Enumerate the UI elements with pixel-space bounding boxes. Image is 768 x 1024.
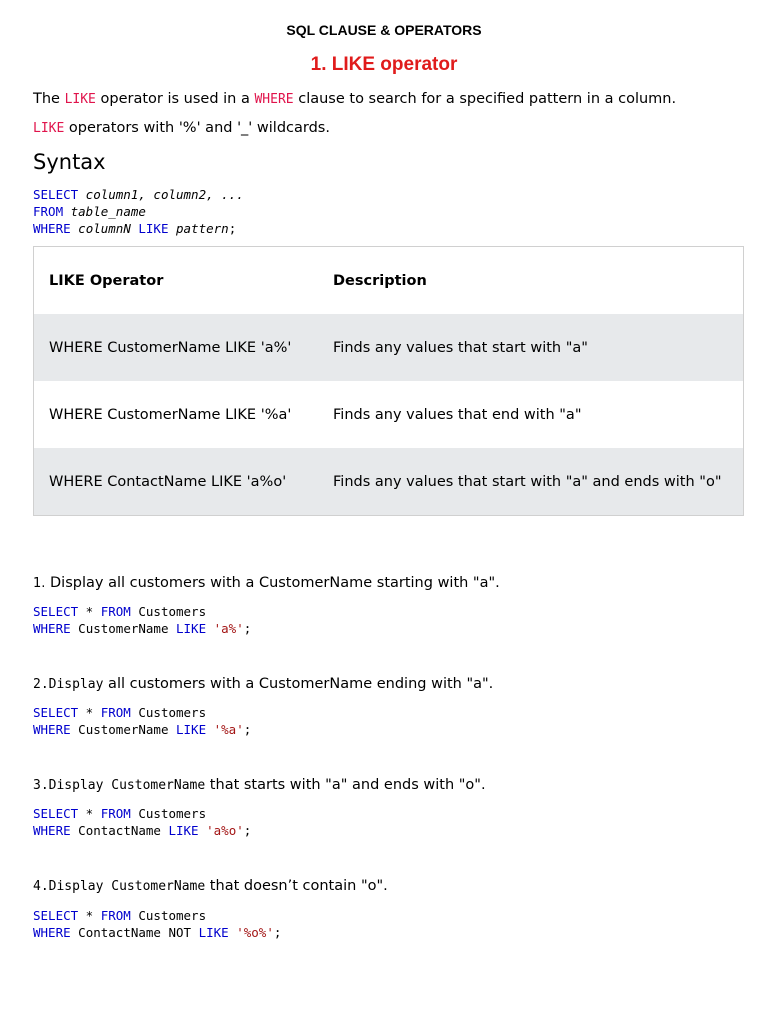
code-keyword: FROM xyxy=(100,806,131,821)
table-cell: WHERE CustomerName LIKE '%a' xyxy=(49,406,292,423)
question-1 xyxy=(33,575,500,591)
code-text: column1, column2, ... xyxy=(78,187,244,202)
intro-text-1: The xyxy=(33,91,65,107)
code-keyword: LIKE xyxy=(168,823,199,838)
table-cell: Finds any values that start with "a" xyxy=(333,339,588,356)
question-4-code xyxy=(33,907,281,941)
code-text: ContactName xyxy=(70,823,169,838)
code-keyword: WHERE xyxy=(33,722,71,737)
code-text: ; xyxy=(273,925,282,940)
syntax-heading: Syntax xyxy=(33,150,106,174)
question-1-code xyxy=(33,603,251,637)
code-text: columnN xyxy=(70,221,139,236)
intro-text-2: operator is used in a xyxy=(95,91,255,107)
code-text: ContactName xyxy=(70,925,169,940)
code-keyword: SELECT xyxy=(33,806,79,821)
code-text: table_name xyxy=(63,204,146,219)
code-keyword: FROM xyxy=(100,908,131,923)
code-keyword: LIKE xyxy=(176,621,207,636)
table-cell: WHERE CustomerName LIKE 'a%' xyxy=(49,339,292,356)
intro-paragraph xyxy=(33,91,676,107)
code-text: * xyxy=(78,908,101,923)
code-keyword: WHERE xyxy=(33,823,71,838)
keyword-where: WHERE xyxy=(254,92,294,107)
code-text: pattern xyxy=(168,221,229,236)
code-text: Customers xyxy=(130,806,207,821)
question-prefix: Display CustomerName xyxy=(48,879,206,894)
table-row xyxy=(34,381,744,448)
code-text: NOT xyxy=(168,925,199,940)
code-text: ; xyxy=(243,621,252,636)
code-keyword: WHERE xyxy=(33,925,71,940)
section-heading: 1. LIKE operator xyxy=(310,54,458,75)
question-number: 4. xyxy=(33,879,49,894)
question-prefix: Display xyxy=(45,575,104,591)
question-prefix: Display CustomerName xyxy=(48,778,206,793)
question-text: that doesn’t contain "o". xyxy=(205,878,388,894)
code-keyword: LIKE xyxy=(198,925,229,940)
table-row xyxy=(34,314,744,381)
question-text: all customers with a CustomerName starting with "a". xyxy=(103,575,500,591)
question-number: 1. xyxy=(33,576,46,591)
code-text: Customers xyxy=(130,705,207,720)
question-number: 3. xyxy=(33,778,49,793)
table-cell: Finds any values that start with "a" and ends with "o" xyxy=(333,473,722,490)
question-number: 2. xyxy=(33,677,49,692)
table-row xyxy=(34,448,744,516)
table-header-cell: LIKE Operator xyxy=(49,272,164,289)
code-text: ; xyxy=(228,221,237,236)
code-text: ; xyxy=(243,823,252,838)
code-keyword: SELECT xyxy=(33,705,79,720)
code-keyword: SELECT xyxy=(33,187,79,202)
code-text: Customers xyxy=(130,908,207,923)
table-header-row xyxy=(34,247,744,315)
keyword-like: LIKE xyxy=(64,92,96,107)
code-keyword: WHERE xyxy=(33,221,71,236)
like-operator-table xyxy=(33,246,744,516)
code-keyword: FROM xyxy=(33,204,64,219)
question-text: that starts with "a" and ends with "o". xyxy=(205,777,486,793)
question-text: all customers with a CustomerName ending with "a". xyxy=(103,676,494,692)
code-keyword: SELECT xyxy=(33,604,79,619)
code-text: * xyxy=(78,705,101,720)
code-keyword: FROM xyxy=(100,705,131,720)
code-keyword: LIKE xyxy=(176,722,207,737)
table-cell: WHERE ContactName LIKE 'a%o' xyxy=(49,473,287,490)
syntax-code-block xyxy=(33,186,244,237)
code-text: * xyxy=(78,806,101,821)
question-2 xyxy=(33,676,493,692)
intro-text-3: clause to search for a specified pattern in a column. xyxy=(293,91,677,107)
code-string: 'a%o' xyxy=(198,823,244,838)
code-string: '%a' xyxy=(206,722,244,737)
wildcards-text: operators with '%' and '_' wildcards. xyxy=(64,120,330,136)
code-text: CustomerName xyxy=(70,722,176,737)
code-string: '%o%' xyxy=(228,925,274,940)
wildcards-paragraph xyxy=(33,120,330,136)
code-string: 'a%' xyxy=(206,621,244,636)
code-text: ; xyxy=(243,722,252,737)
question-4 xyxy=(33,878,388,894)
keyword-like: LIKE xyxy=(33,121,65,136)
question-3-code xyxy=(33,805,251,839)
question-2-code xyxy=(33,704,251,738)
question-3 xyxy=(33,777,486,793)
code-keyword: FROM xyxy=(100,604,131,619)
document-title: SQL CLAUSE & OPERATORS xyxy=(286,22,482,38)
code-keyword: SELECT xyxy=(33,908,79,923)
table-cell: Finds any values that end with "a" xyxy=(333,406,582,423)
code-text: Customers xyxy=(130,604,207,619)
code-keyword: LIKE xyxy=(138,221,169,236)
question-prefix: Display xyxy=(48,677,104,692)
table-header-cell: Description xyxy=(333,272,427,289)
code-text: * xyxy=(78,604,101,619)
code-keyword: WHERE xyxy=(33,621,71,636)
code-text: CustomerName xyxy=(70,621,176,636)
